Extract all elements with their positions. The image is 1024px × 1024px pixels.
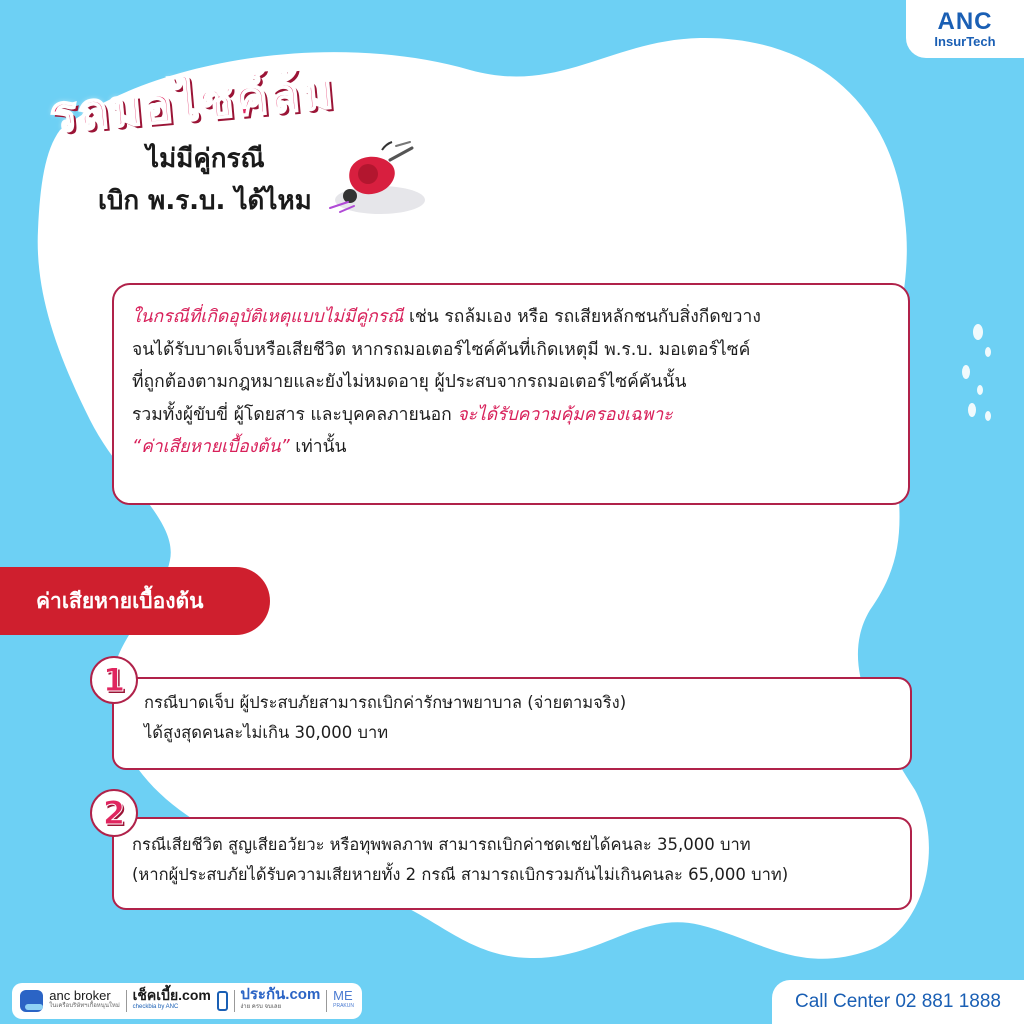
coverage-item-1-line-1: กรณีบาดเจ็บ ผู้ประสบภัยสามารถเบิกค่ารักษาพยาบาล (จ่ายตามจริง) [144, 693, 627, 712]
info-text-1: เช่น รถล้มเอง หรือ รถเสียหลักชนกับสิ่งกีดขวาง [403, 307, 761, 327]
fallen-scooter-illustration [320, 130, 430, 220]
phone-icon [217, 991, 228, 1011]
item-number-2-badge: 2 [90, 789, 138, 837]
logo-text-sub: InsurTech [934, 33, 996, 49]
call-center-contact[interactable]: Call Center 02 881 1888 [772, 980, 1024, 1024]
prakan-name: ประกัน.com [240, 986, 321, 1003]
item-number-1-badge: 1 [90, 656, 138, 704]
info-line-3: ที่ถูกต้องตามกฎหมายและยังไม่หมดอายุ ผู้ประสบจากรถมอเตอร์ไซค์คันนั้น [132, 372, 687, 392]
anc-broker-tagline: ในเครือบริษัทฯเกื้อหนุนใหม่ [49, 1003, 120, 1009]
coverage-item-2-line-2: (หากผู้ประสบภัยได้รับความเสียหายทั้ง 2 กรณี สามารถเบิกรวมกันไม่เกินคนละ 65,000 บาท) [132, 865, 789, 884]
car-logo-icon [20, 990, 43, 1012]
divider [234, 990, 235, 1012]
headline-subtitle-1: ไม่มีคู่กรณี [146, 144, 265, 174]
me-prakun-tagline: PRAKUN [333, 1003, 354, 1009]
divider [126, 990, 127, 1012]
section-label: ค่าเสียหายเบื้องต้น [0, 567, 270, 635]
me-prakun-brand[interactable] [333, 990, 354, 1012]
info-line-5 [132, 431, 896, 464]
divider [326, 990, 327, 1012]
info-text-4: รวมทั้งผู้ขับขี่ ผู้โดยสาร และบุคคลภายนอก [132, 404, 458, 425]
me-prakun-name: ME [333, 988, 353, 1003]
info-text-5: เท่านั้น [289, 437, 347, 457]
footer-brand-bar [12, 983, 362, 1019]
coverage-item-2 [112, 817, 912, 910]
anc-insurtech-logo[interactable] [906, 0, 1024, 58]
coverage-item-2-line-1: กรณีเสียชีวิต สูญเสียอวัยวะ หรือทุพพลภาพ สามารถเบิกค่าชดเชยได้คนละ 35,000 บาท [132, 835, 751, 854]
headline-title: รถมอไซค์ล้ม [47, 61, 337, 144]
headline-subtitle-2: เบิก พ.ร.บ. ได้ไหม [98, 186, 312, 216]
checkbia-name: เช็คเบี้ย.com [132, 987, 211, 1003]
anc-broker-name: anc broker [49, 988, 111, 1003]
prakan-tagline: ง่าย ครบ จบเลย [240, 1004, 282, 1010]
anc-broker-brand[interactable] [49, 990, 120, 1012]
logo-text-main: ANC [937, 7, 993, 35]
coverage-item-1-line-2: ได้สูงสุดคนละไม่เกิน 30,000 บาท [144, 723, 389, 742]
prakan-brand[interactable] [240, 986, 321, 1013]
info-line-2: จนได้รับบาดเจ็บหรือเสียชีวิต หากรถมอเตอร์ไซค์คันที่เกิดเหตุมี พ.ร.บ. มอเตอร์ไซค์ [132, 339, 751, 360]
info-highlight-5: “ค่าเสียหายเบื้องต้น” [132, 437, 290, 457]
coverage-item-1 [112, 677, 912, 770]
checkbia-brand[interactable] [133, 989, 211, 1013]
info-highlight-4: จะได้รับความคุ้มครองเฉพาะ [457, 404, 673, 425]
info-line-4 [132, 399, 896, 432]
info-card [112, 283, 910, 505]
info-highlight-1: ในกรณีที่เกิดอุบัติเหตุแบบไม่มีคู่กรณี [132, 307, 404, 327]
checkbia-tagline: checkbia by ANC [132, 1004, 179, 1010]
info-line-1 [132, 301, 896, 334]
